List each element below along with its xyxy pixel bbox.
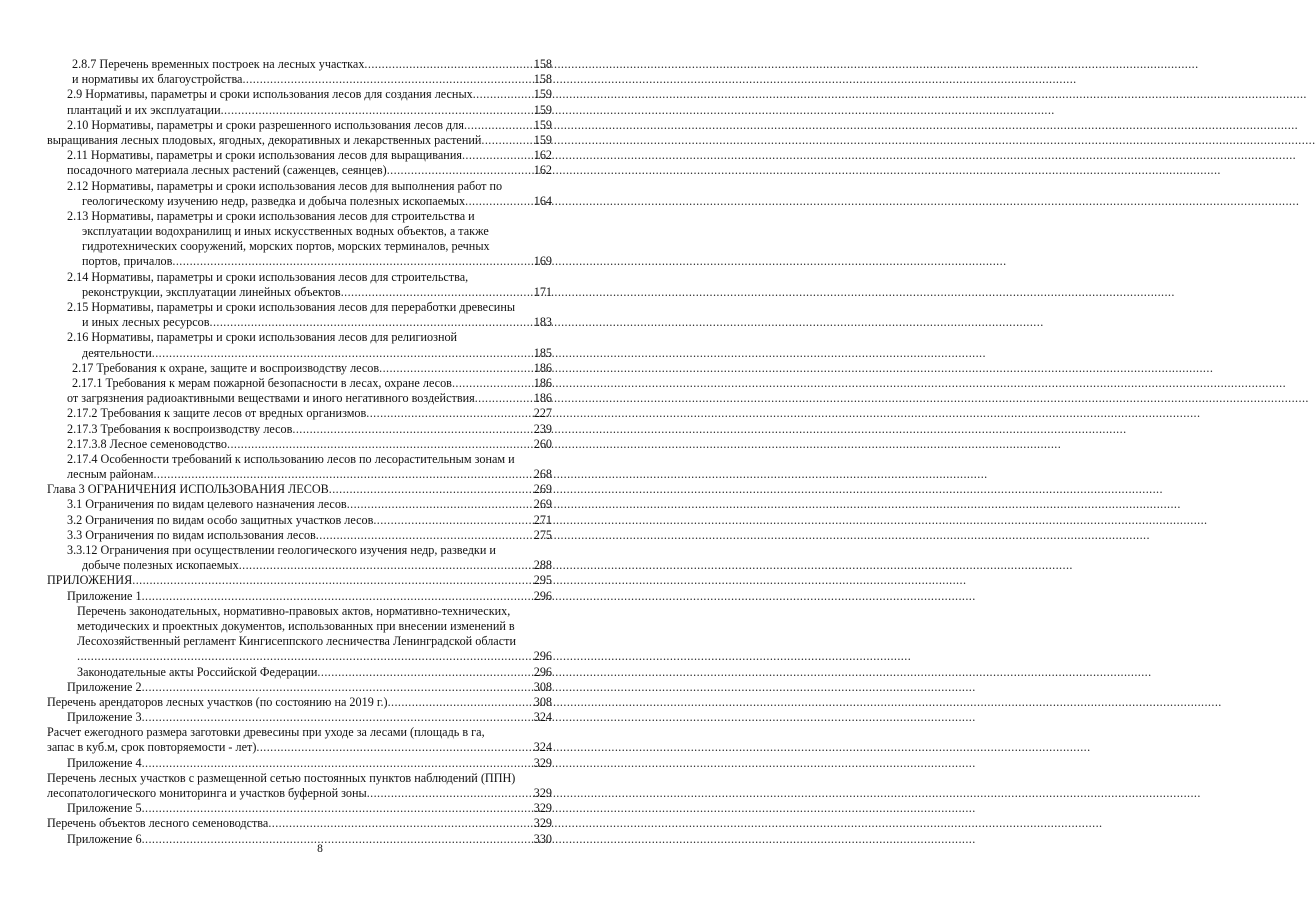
- toc-entry: [47, 740, 552, 755]
- toc-entry-title: Перечень лесных участков с размещенной сетью постоянных пунктов наблюдений (ППН): [47, 770, 516, 785]
- toc-entry-title: добыче полезных ископаемых: [82, 558, 239, 573]
- toc-entry-page-number: 296: [533, 664, 552, 679]
- toc-entry-title: 2.12 Нормативы, параметры и сроки использования лесов для выполнения работ по: [67, 178, 503, 193]
- toc-entry-title: 2.17.3 Требования к воспроизводству лесов: [67, 421, 293, 436]
- toc-entry: [47, 543, 552, 558]
- toc-entry-page-number: 186: [533, 375, 552, 390]
- toc-entry: [47, 482, 552, 497]
- toc-entry-title: 2.13 Нормативы, параметры и сроки использования лесов для строительства и: [67, 208, 475, 223]
- toc-entry-page-number: 269: [533, 497, 552, 512]
- dot-leader: [317, 665, 532, 680]
- toc-entry-title: 2.17.1 Требования к мерам пожарной безопасности в лесах, охране лесов: [72, 375, 452, 390]
- dot-leader: [242, 72, 532, 87]
- dot-leader: [367, 786, 533, 801]
- toc-entry-title: Расчет ежегодного размера заготовки древесины при уходе за лесами (площадь в га,: [47, 725, 485, 740]
- dot-leader: [142, 710, 533, 725]
- toc-entry: [47, 315, 552, 330]
- toc-entry: [47, 452, 552, 467]
- toc-entry: [47, 497, 552, 512]
- toc-entry: [47, 361, 552, 376]
- toc-entry: [47, 346, 552, 361]
- toc-entry-page-number: 271: [533, 512, 552, 527]
- dot-leader: [77, 649, 533, 664]
- dot-leader: [221, 103, 533, 118]
- toc-entry-title: деятельности: [82, 345, 152, 360]
- dot-leader: [462, 148, 533, 163]
- toc-entry: [47, 710, 552, 725]
- dot-leader: [473, 87, 533, 102]
- dot-leader: [239, 558, 533, 573]
- dot-leader: [172, 254, 532, 269]
- toc-entry-page-number: 329: [533, 801, 552, 816]
- toc-entry-title: Приложение 5: [67, 801, 142, 816]
- toc-entry-page-number: 268: [533, 467, 552, 482]
- toc-entry: [47, 573, 552, 588]
- toc-entry-title: ПРИЛОЖЕНИЯ: [47, 573, 133, 588]
- dot-leader: [475, 391, 533, 406]
- toc-entry-title: 2.17.3.8 Лесное семеноводство: [67, 436, 228, 451]
- toc-entry-page-number: 159: [533, 87, 552, 102]
- dot-leader: [142, 756, 533, 771]
- toc-entry-title: Перечень арендаторов лесных участков (по состоянию на 2019 г.): [47, 694, 388, 709]
- toc-entry-page-number: 260: [533, 436, 552, 451]
- toc-entry-title: лесопатологического мониторинга и участков буферной зоны: [47, 786, 367, 800]
- dot-leader: [452, 376, 533, 391]
- toc-entry-page-number: 269: [533, 482, 552, 497]
- dot-leader: [227, 437, 533, 452]
- toc-entry: [47, 72, 552, 87]
- toc-entry-title: Приложение 6: [67, 831, 142, 846]
- toc-entry-title: 2.9 Нормативы, параметры и сроки использования лесов для создания лесных: [67, 87, 473, 102]
- toc-entry: [47, 665, 552, 680]
- toc-entry: [47, 725, 552, 740]
- toc-entry: [47, 209, 552, 224]
- toc-entry-title: 2.15 Нормативы, параметры и сроки использования лесов для переработки древесины: [67, 300, 516, 314]
- dot-leader: [364, 57, 532, 72]
- toc-entry: [47, 695, 552, 710]
- toc-entry-title: 2.11 Нормативы, параметры и сроки использования лесов для выращивания: [67, 148, 462, 163]
- toc-entry: [47, 619, 552, 634]
- toc-entry-title: и нормативы их благоустройства: [72, 72, 243, 87]
- toc-entry-title: методических и проектных документов, использованных при внесении изменений в: [77, 618, 515, 633]
- toc-entry: [47, 513, 552, 528]
- toc-entry-page-number: 324: [533, 740, 552, 755]
- toc-entry: [47, 163, 552, 178]
- toc-entry-title: Законодательные акты Российской Федерации: [77, 664, 318, 679]
- toc-entry-title: геологическому изучению недр, разведка и добыча полезных ископаемых: [82, 193, 466, 208]
- toc-entry: [47, 376, 552, 391]
- dot-leader: [210, 315, 533, 330]
- toc-entry: [47, 801, 552, 816]
- toc-entry: [47, 103, 552, 118]
- toc-entry: [47, 558, 552, 573]
- table-of-contents: [47, 57, 552, 847]
- toc-entry-page-number: 275: [533, 527, 552, 542]
- toc-entry-title: 2.8.7 Перечень временных построек на лесных участках: [72, 57, 365, 71]
- toc-entry-page-number: 159: [533, 102, 552, 117]
- toc-entry: [47, 406, 552, 421]
- toc-entry-title: Лесохозяйственный регламент Кингисеппского лесничества Ленинградской области: [77, 634, 516, 649]
- toc-entry-page-number: 239: [533, 421, 552, 436]
- toc-entry: [47, 437, 552, 452]
- dot-leader: [464, 118, 533, 133]
- toc-entry: [47, 300, 552, 315]
- toc-entry-page-number: 162: [533, 148, 552, 163]
- toc-entry-title: посадочного материала лесных растений (саженцев, сеянцев): [67, 163, 387, 178]
- toc-entry-title: реконструкции, эксплуатации линейных объектов: [82, 284, 341, 299]
- toc-entry-page-number: 329: [533, 786, 552, 800]
- toc-entry: [47, 87, 552, 102]
- toc-entry-title: и иных лесных ресурсов: [82, 315, 210, 330]
- toc-entry-page-number: 186: [533, 360, 552, 375]
- toc-entry: [47, 528, 552, 543]
- toc-entry-page-number: 158: [533, 72, 552, 87]
- dot-leader: [142, 589, 533, 604]
- toc-entry: [47, 604, 552, 619]
- toc-entry: [47, 467, 552, 482]
- toc-entry-title: Перечень объектов лесного семеноводства: [47, 816, 269, 831]
- toc-entry-page-number: 159: [533, 132, 552, 147]
- toc-entry: [47, 148, 552, 163]
- toc-entry-page-number: 308: [533, 694, 552, 709]
- toc-entry-page-number: 308: [533, 679, 552, 694]
- toc-entry: [47, 634, 552, 649]
- toc-entry-title: 2.17 Требования к охране, защите и воспроизводству лесов: [72, 360, 380, 375]
- toc-entry-page-number: 159: [533, 117, 552, 132]
- toc-entry-title: 2.10 Нормативы, параметры и сроки разрешенного использования лесов для: [67, 117, 464, 132]
- toc-entry-page-number: 185: [533, 345, 552, 360]
- toc-entry: [47, 133, 552, 148]
- toc-entry: [47, 254, 552, 269]
- toc-entry-title: лесным районам: [67, 467, 154, 482]
- toc-entry-page-number: 330: [533, 831, 552, 846]
- toc-entry-title: портов, причалов: [82, 254, 173, 269]
- dot-leader: [142, 801, 533, 816]
- dot-leader: [268, 816, 532, 831]
- toc-entry-page-number: 169: [533, 254, 552, 269]
- dot-leader: [481, 133, 532, 148]
- toc-entry: [47, 589, 552, 604]
- toc-entry: [47, 224, 552, 239]
- page-number: 8: [317, 843, 323, 855]
- toc-entry-title: от загрязнения радиоактивными веществами и иного негативного воздействия: [67, 391, 475, 406]
- toc-entry: [47, 118, 552, 133]
- document-page: [0, 0, 640, 905]
- toc-entry-title: Приложение 3: [67, 710, 142, 725]
- toc-entry: [47, 391, 552, 406]
- toc-entry-title: 2.17.4 Особенности требований к использованию лесов по лесорастительным зонам и: [67, 451, 515, 466]
- toc-entry: [47, 771, 552, 786]
- toc-entry-title: выращивания лесных плодовых, ягодных, декоративных и лекарственных растений: [47, 132, 482, 147]
- toc-entry-title: 2.17.2 Требования к защите лесов от вредных организмов: [67, 406, 367, 421]
- toc-entry: [47, 57, 552, 72]
- toc-entry-title: гидротехнических сооружений, морских портов, морских терминалов, речных: [82, 239, 490, 254]
- dot-leader: [366, 406, 532, 421]
- toc-entry: [47, 756, 552, 771]
- dot-leader: [387, 163, 533, 178]
- toc-entry-page-number: 158: [533, 57, 552, 71]
- toc-entry: [47, 285, 552, 300]
- dot-leader: [465, 194, 533, 209]
- toc-entry: [47, 422, 552, 437]
- toc-entry: [47, 680, 552, 695]
- toc-entry: [47, 649, 552, 664]
- toc-entry: [47, 816, 552, 831]
- toc-entry-page-number: 324: [533, 710, 552, 725]
- dot-leader: [256, 740, 532, 755]
- toc-entry-page-number: 329: [533, 755, 552, 770]
- toc-entry: [47, 786, 552, 801]
- toc-entry-title: 3.2 Ограничения по видам особо защитных участков лесов: [67, 512, 374, 527]
- dot-leader: [153, 467, 532, 482]
- toc-entry-page-number: 186: [533, 391, 552, 406]
- dot-leader: [373, 513, 532, 528]
- toc-entry-page-number: 296: [533, 588, 552, 603]
- toc-entry-title: 2.14 Нормативы, параметры и сроки использования лесов для строительства,: [67, 269, 469, 284]
- toc-entry: [47, 179, 552, 194]
- toc-entry-title: Приложение 2: [67, 679, 142, 694]
- toc-entry: [47, 330, 552, 345]
- toc-entry-title: запас в куб.м, срок повторяемости - лет): [47, 740, 257, 755]
- dot-leader: [152, 346, 533, 361]
- toc-entry-page-number: 171: [533, 284, 552, 299]
- toc-entry-page-number: 183: [533, 315, 552, 330]
- dot-leader: [329, 482, 533, 497]
- toc-entry-title: Перечень законодательных, нормативно-правовых актов, нормативно-технических,: [77, 603, 511, 618]
- toc-entry: [47, 194, 552, 209]
- toc-entry-title: Глава 3 ОГРАНИЧЕНИЯ ИСПОЛЬЗОВАНИЯ ЛЕСОВ: [47, 482, 329, 497]
- dot-leader: [316, 528, 533, 543]
- toc-entry-title: плантаций и их эксплуатации: [67, 102, 221, 117]
- toc-entry-title: 2.16 Нормативы, параметры и сроки использования лесов для религиозной: [67, 330, 458, 345]
- toc-entry-title: 3.3 Ограничения по видам использования лесов: [67, 527, 316, 542]
- toc-entry-page-number: 288: [533, 558, 552, 573]
- toc-entry-title: 3.3.12 Ограничения при осуществлении геологического изучения недр, разведки и: [67, 543, 496, 557]
- dot-leader: [347, 497, 533, 512]
- toc-entry-page-number: 329: [533, 816, 552, 831]
- dot-leader: [379, 361, 533, 376]
- toc-entry-page-number: 162: [533, 163, 552, 178]
- dot-leader: [132, 573, 532, 588]
- toc-entry-page-number: 295: [533, 573, 552, 588]
- toc-entry-page-number: 164: [533, 193, 552, 208]
- toc-entry: [47, 239, 552, 254]
- toc-entry-title: Приложение 4: [67, 755, 142, 770]
- toc-entry-title: 3.1 Ограничения по видам целевого назначения лесов: [67, 497, 347, 512]
- toc-entry-title: Приложение 1: [67, 588, 142, 603]
- toc-entry-page-number: 296: [533, 649, 552, 664]
- toc-entry-page-number: 227: [533, 406, 552, 421]
- dot-leader: [341, 285, 533, 300]
- dot-leader: [388, 695, 533, 710]
- toc-entry: [47, 270, 552, 285]
- dot-leader: [292, 422, 532, 437]
- dot-leader: [142, 680, 533, 695]
- toc-entry-title: эксплуатации водохранилищ и иных искусственных водных объектов, а также: [82, 224, 489, 239]
